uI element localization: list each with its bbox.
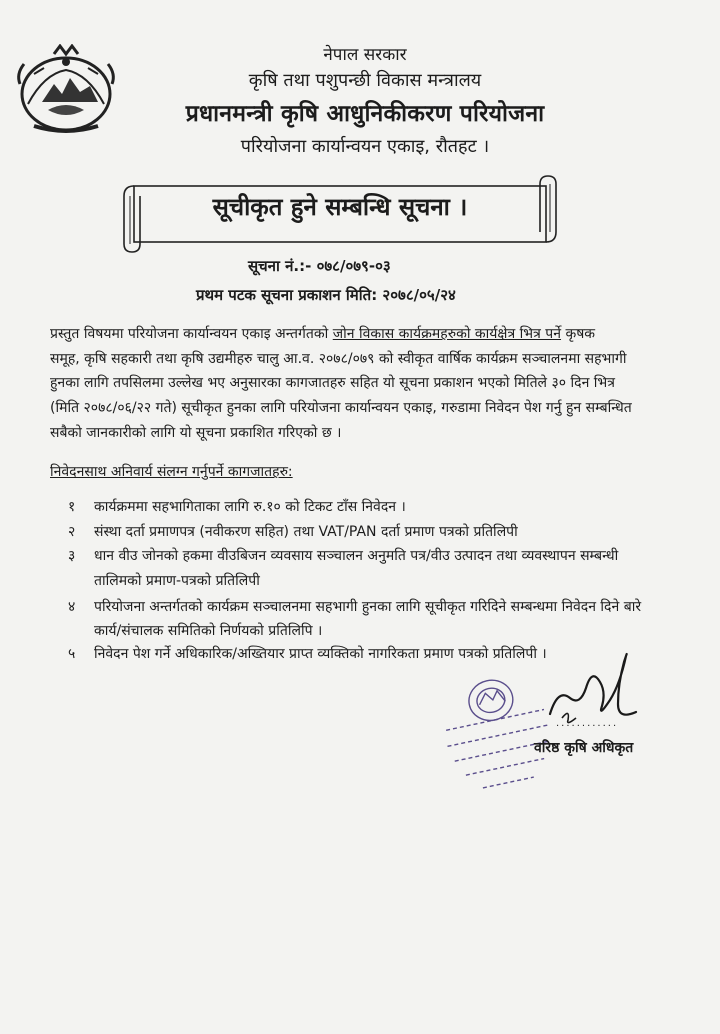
signature-line: ............ xyxy=(556,718,619,729)
list-item-continued: कार्य/संचालक समितिको निर्णयको प्रतिलिपि । xyxy=(94,623,323,639)
unit-name: परियोजना कार्यान्वयन एकाइ, रौतहट । xyxy=(240,136,490,157)
publication-date: प्रथम पटक सूचना प्रकाशन मिति: २०७८/०५/२४ xyxy=(196,286,456,304)
list-item-number: १ xyxy=(68,499,76,515)
list-item: कार्यक्रममा सहभागिताका लागि रु.१० को टिकट टाँस निवेदन । xyxy=(94,499,406,515)
list-item-number: २ xyxy=(68,524,76,540)
body-text: कृषक xyxy=(561,326,596,342)
notice-title: सूचीकृत हुने सम्बन्धि सूचना । xyxy=(212,193,468,221)
notice-number: सूचना नं.:- ०७८/०७९-०३ xyxy=(248,257,391,275)
nepal-emblem-icon xyxy=(14,44,118,136)
list-item: निवेदन पेश गर्ने अधिकारिक/अख्तियार प्राप्त व्यक्तिको नागरिकता प्रमाण पत्रको प्रतिलिपी । xyxy=(94,646,547,662)
ministry-name: कृषि तथा पशुपन्छी विकास मन्त्रालय xyxy=(248,70,482,91)
body-line-3: हुनका लागि तपसिलमा उल्लेख भए अनुसारका कागजातहरु सहित यो सूचना प्रकाशन भएको मितिले ३० दिन भित्र xyxy=(50,375,615,391)
project-name: प्रधानमन्त्री कृषि आधुनिकीकरण परियोजना xyxy=(185,101,545,127)
government-name: नेपाल सरकार xyxy=(323,45,407,65)
list-item: परियोजना अन्तर्गतको कार्यक्रम सञ्चालनमा सहभागी हुनका लागि सूचीकृत गरिदिने सम्बन्धमा निवेदन दिने बारे xyxy=(94,599,642,615)
list-item: संस्था दर्ता प्रमाणपत्र (नवीकरण सहित) तथा VAT/PAN दर्ता प्रमाण पत्रको प्रतिलिपी xyxy=(94,524,518,540)
body-line-1 xyxy=(50,324,680,343)
list-item-number: ४ xyxy=(68,599,76,615)
body-line-5: सबैको जानकारीको लागि यो सूचना प्रकाशित गरिएको छ । xyxy=(50,425,342,441)
list-item-number: ५ xyxy=(68,646,76,662)
officer-title: वरिष्ठ कृषि अधिकृत xyxy=(534,740,634,756)
signature-mark xyxy=(540,648,640,728)
list-item: धान वीउ जोनको हकमा वीउबिजन व्यवसाय सञ्चालन अनुमति पत्र/वीउ उत्पादन तथा व्यवस्थापन सम्बन्धी xyxy=(94,548,619,564)
body-line-4: (मिति २०७८/०६/२२ गते) सूचीकृत हुनका लागि परियोजना कार्यान्वयन एकाइ, गरुडामा निवेदन पेश गर्नु हुन सम्बन्धित xyxy=(50,400,632,416)
body-line-2: समूह, कृषि सहकारी तथा कृषि उद्यमीहरु चालु आ.व. २०७८/०७९ को स्वीकृत वार्षिक कार्यक्रम सञ्चालनमा सहभागी xyxy=(50,351,627,367)
documents-heading: निवेदनसाथ अनिवार्य संलग्न गर्नुपर्ने कागजातहरु: xyxy=(50,464,293,480)
list-item-number: ३ xyxy=(68,548,76,564)
body-text: प्रस्तुत विषयमा परियोजना कार्यान्वयन एकाइ अन्तर्गतको xyxy=(50,326,333,342)
list-item-continued: तालिमको प्रमाण-पत्रको प्रतिलिपी xyxy=(94,573,260,589)
underlined-text: जोन विकास कार्यक्रमहरुको कार्यक्षेत्र भित्र पर्ने xyxy=(332,326,562,342)
